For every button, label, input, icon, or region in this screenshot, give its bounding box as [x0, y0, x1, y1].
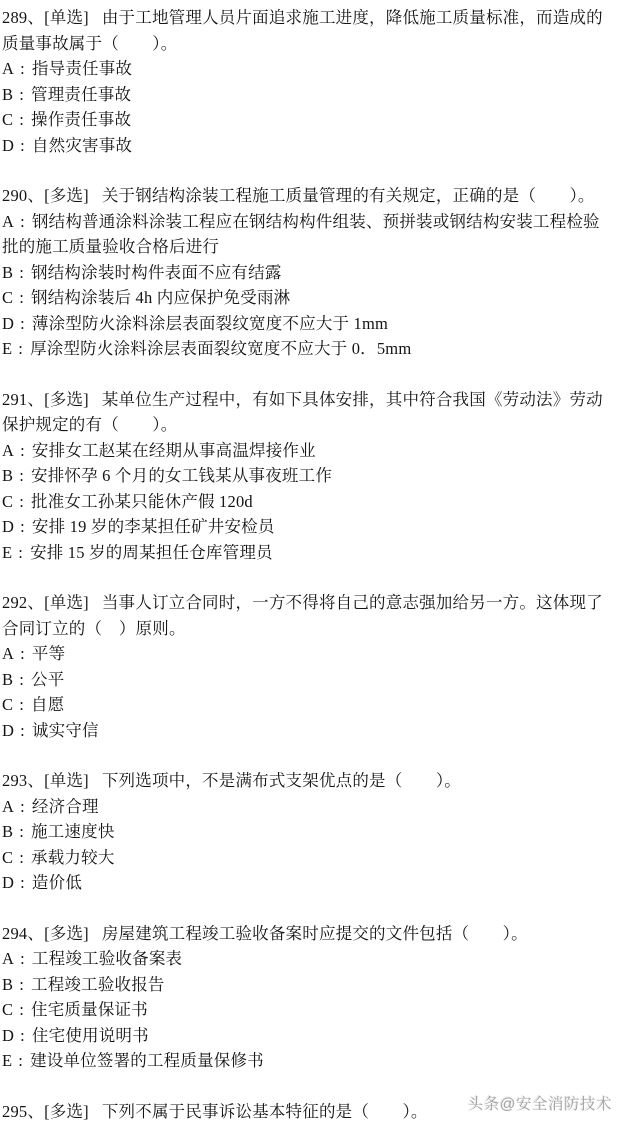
question-stem: 下列选项中，不是满布式支架优点的是（ ）。 [101, 771, 462, 790]
option-text: 住宅质量保证书 [31, 1000, 148, 1019]
option-row [2, 794, 615, 820]
option-label: C [2, 695, 14, 714]
option-label: D [2, 135, 15, 155]
number-separator: 、 [27, 923, 45, 943]
question-stem-line [2, 183, 615, 209]
option-text: 诚实守信 [31, 720, 99, 740]
option-separator: : [20, 440, 25, 460]
option-separator: : [19, 1000, 25, 1019]
option-text: 住宅使用说明书 [31, 1025, 149, 1045]
option-row [2, 641, 615, 667]
option-label: A [2, 440, 15, 460]
option-separator: : [18, 1051, 24, 1070]
question-stem: 房屋建筑工程竣工验收备案时应提交的文件包括（ ）。 [101, 923, 528, 943]
question-block-291 [2, 387, 615, 566]
question-stem-line [2, 387, 615, 438]
option-row [2, 107, 615, 133]
option-separator: : [19, 110, 25, 129]
option-label: A [2, 644, 15, 663]
option-label: B [2, 822, 14, 841]
option-separator: : [19, 695, 25, 714]
option-text: 薄涂型防火涂料涂层表面裂纹宽度不应大于 1mm [31, 313, 389, 333]
option-row [2, 1048, 615, 1074]
option-separator: : [19, 822, 25, 841]
option-row [2, 692, 615, 718]
question-number: 290 [2, 186, 28, 205]
option-label: A [2, 949, 15, 968]
option-separator: : [20, 1025, 25, 1045]
option-row [2, 514, 615, 540]
option-separator: : [19, 262, 25, 282]
option-separator: : [19, 84, 25, 104]
option-label: D [2, 873, 15, 892]
option-separator: : [20, 59, 25, 78]
option-label: B [2, 262, 14, 282]
number-separator: 、 [27, 389, 45, 409]
option-separator: : [20, 720, 25, 740]
option-row [2, 1023, 615, 1049]
option-label: A [2, 59, 15, 78]
option-text: 平等 [31, 644, 66, 663]
option-text: 造价低 [31, 873, 83, 892]
option-row [2, 718, 615, 744]
option-text: 批准女工孙某只能休产假 120d [31, 491, 253, 511]
question-stem: 某单位生产过程中，有如下具体安排，其中符合我国《劳动法》劳动保护规定的有（ ）。 [2, 389, 603, 434]
option-label: B [2, 974, 14, 994]
option-label: E [2, 542, 13, 562]
option-separator: : [19, 669, 25, 689]
option-row [2, 819, 615, 845]
question-block-290 [2, 183, 615, 362]
option-row [2, 463, 615, 489]
question-block-289 [2, 5, 615, 158]
option-separator: : [18, 542, 24, 562]
question-stem: 关于钢结构涂装工程施工质量管理的有关规定，正确的是（ ）。 [101, 186, 595, 205]
option-text: 钢结构涂装后 4h 内应保护免受雨淋 [31, 288, 291, 307]
option-row [2, 209, 615, 260]
option-row [2, 946, 615, 972]
option-text: 操作责任事故 [31, 110, 132, 129]
option-label: B [2, 669, 14, 689]
option-text: 安排 19 岁的李某担任矿井安检员 [31, 517, 275, 536]
option-label: E [2, 339, 13, 358]
option-separator: : [20, 796, 25, 816]
option-text: 自然灾害事故 [31, 135, 133, 155]
option-separator: : [20, 313, 25, 333]
number-separator: 、 [27, 593, 45, 612]
option-text: 安排 15 岁的周某担任仓库管理员 [30, 542, 273, 562]
question-number: 289 [2, 8, 28, 27]
option-row [2, 311, 615, 337]
question-type-badge: [单选] [44, 771, 89, 790]
option-separator: : [19, 974, 25, 994]
number-separator: 、 [27, 186, 45, 205]
option-row [2, 972, 615, 998]
option-row [2, 489, 615, 515]
option-text: 管理责任事故 [31, 84, 132, 104]
number-separator: 、 [27, 1101, 45, 1121]
option-label: D [2, 1025, 15, 1045]
option-text: 安排怀孕 6 个月的女工钱某从事夜班工作 [31, 466, 333, 485]
option-row [2, 438, 615, 464]
option-row [2, 845, 615, 871]
option-text: 施工速度快 [31, 822, 115, 841]
option-separator: : [19, 847, 25, 867]
option-text: 承载力较大 [31, 847, 115, 867]
option-separator: : [19, 491, 25, 511]
option-text: 工程竣工验收备案表 [31, 949, 183, 968]
option-label: D [2, 313, 15, 333]
option-text: 经济合理 [31, 796, 99, 816]
question-stem-line [2, 590, 615, 641]
question-block-293 [2, 768, 615, 896]
option-row [2, 997, 615, 1023]
toutiao-watermark: 头条@安全消防技术 [467, 1096, 612, 1113]
question-stem: 下列不属于民事诉讼基本特征的是（ ）。 [101, 1101, 428, 1121]
option-label: D [2, 517, 15, 536]
option-label: A [2, 211, 15, 231]
question-block-292 [2, 590, 615, 743]
option-row [2, 56, 615, 82]
option-row [2, 870, 615, 896]
number-separator: 、 [27, 771, 45, 790]
option-separator: : [20, 517, 25, 536]
question-type-badge: [多选] [44, 389, 89, 409]
option-text: 公平 [31, 669, 65, 689]
option-separator: : [18, 339, 24, 358]
option-separator: : [20, 644, 25, 663]
option-row [2, 285, 615, 311]
option-row [2, 133, 615, 159]
option-label: C [2, 288, 14, 307]
option-text: 厚涂型防火涂料涂层表面裂纹宽度不应大于 0．5mm [30, 339, 412, 358]
question-stem: 当事人订立合同时，一方不得将自己的意志强加给另一方。这体现了合同订立的（ ）原则。 [2, 593, 603, 638]
option-separator: : [20, 873, 25, 892]
option-separator: : [20, 135, 25, 155]
option-text: 工程竣工验收报告 [31, 974, 165, 994]
option-separator: : [20, 211, 25, 231]
question-stem: 由于工地管理人员片面追求施工进度，降低施工质量标准，而造成的质量事故属于（ ）。 [2, 8, 603, 53]
question-type-badge: [单选] [44, 8, 89, 27]
number-separator: 、 [27, 8, 45, 27]
option-label: B [2, 466, 14, 485]
option-separator: : [20, 949, 25, 968]
option-label: D [2, 720, 15, 740]
option-label: B [2, 84, 14, 104]
option-row [2, 82, 615, 108]
option-label: C [2, 847, 14, 867]
question-number: 294 [2, 923, 28, 943]
option-label: C [2, 491, 14, 511]
question-type-badge: [多选] [44, 1101, 89, 1121]
option-label: C [2, 1000, 14, 1019]
question-number: 295 [2, 1101, 28, 1121]
option-text: 钢结构普通涂料涂装工程应在钢结构构件组装、预拼装或钢结构安装工程检验批的施工质量验收合格后进行 [2, 211, 600, 256]
question-type-badge: [多选] [44, 923, 89, 943]
option-separator: : [19, 466, 25, 485]
question-type-badge: [单选] [44, 593, 89, 612]
option-text: 指导责任事故 [31, 59, 133, 78]
question-number: 292 [2, 593, 28, 612]
option-row [2, 260, 615, 286]
option-text: 自愿 [31, 695, 65, 714]
option-row [2, 336, 615, 362]
question-stem-line [2, 5, 615, 56]
question-stem-line [2, 768, 615, 794]
option-separator: : [19, 288, 25, 307]
question-number: 291 [2, 389, 28, 409]
question-type-badge: [多选] [44, 186, 89, 205]
option-label: E [2, 1051, 13, 1070]
option-label: C [2, 110, 14, 129]
option-text: 钢结构涂装时构件表面不应有结露 [31, 262, 282, 282]
question-block-294 [2, 921, 615, 1074]
option-text: 建设单位签署的工程质量保修书 [30, 1051, 264, 1070]
option-row [2, 667, 615, 693]
option-label: A [2, 796, 15, 816]
option-text: 安排女工赵某在经期从事高温焊接作业 [31, 440, 316, 460]
option-row [2, 540, 615, 566]
question-number: 293 [2, 771, 28, 790]
question-stem-line [2, 921, 615, 947]
